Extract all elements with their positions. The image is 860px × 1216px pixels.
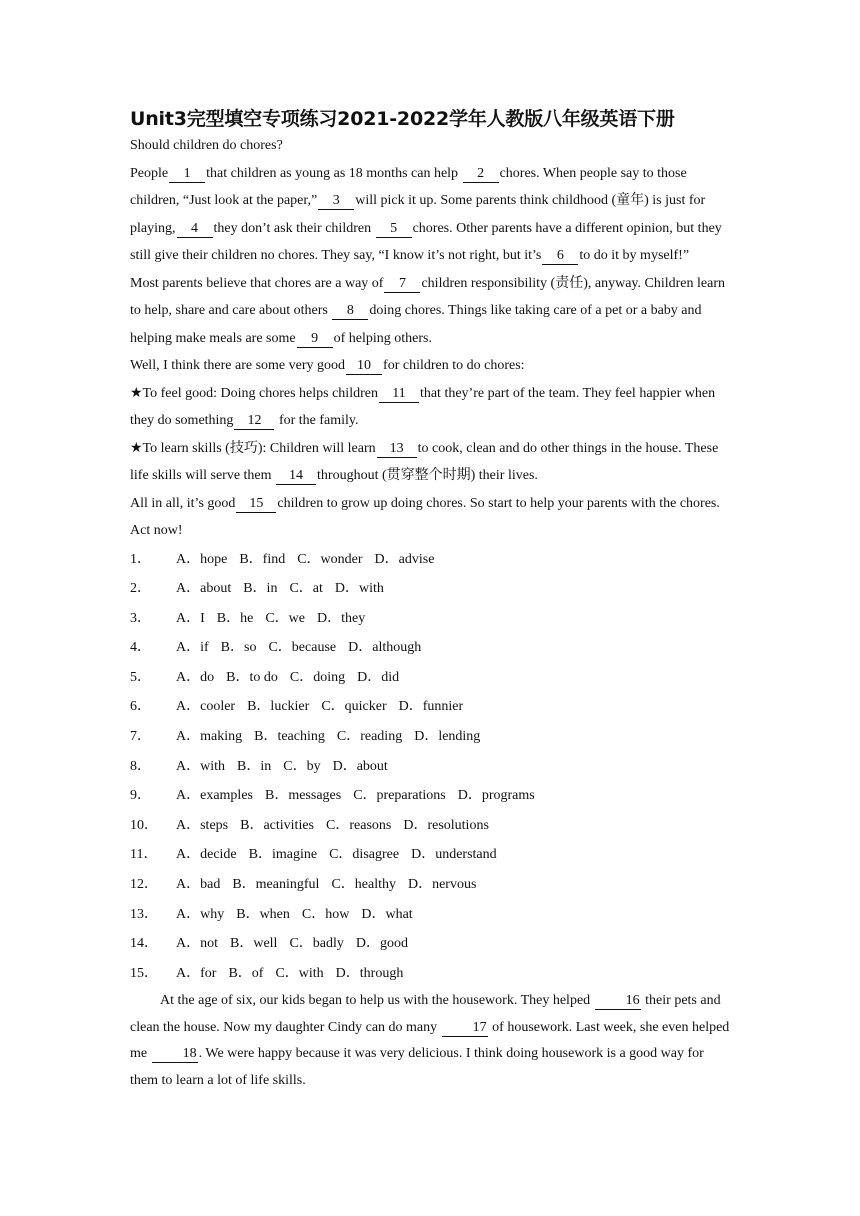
- question-row: [130, 959, 730, 989]
- blank-6[interactable]: 6: [542, 247, 578, 265]
- option-d[interactable]: D．understand: [411, 847, 497, 863]
- option-c[interactable]: C．quicker: [321, 699, 387, 715]
- option-b[interactable]: B．imagine: [248, 847, 318, 863]
- question-row: [130, 752, 730, 782]
- option-b[interactable]: B．in: [237, 758, 272, 774]
- option-c[interactable]: C．with: [275, 965, 324, 981]
- blank-4[interactable]: 4: [177, 220, 213, 238]
- option-a[interactable]: A．do: [176, 669, 215, 685]
- option-c[interactable]: C．at: [289, 581, 323, 597]
- option-a[interactable]: A．making: [176, 729, 243, 745]
- option-a[interactable]: A．why: [176, 906, 225, 922]
- option-b[interactable]: B．of: [228, 965, 264, 981]
- option-d[interactable]: D．with: [334, 581, 384, 597]
- option-c[interactable]: C．disagree: [329, 847, 400, 863]
- page-title: Unit3完型填空专项练习2021-2022学年人教版八年级英语下册: [130, 108, 675, 130]
- question-number: 3．: [130, 610, 151, 626]
- blank-7[interactable]: 7: [384, 275, 420, 293]
- question-number: 2．: [130, 581, 151, 597]
- blank-11[interactable]: 11: [379, 385, 419, 403]
- passage-2-paragraph: At the age of six, our kids began to help us with the housework. They helped 16 their pets and clean the house. Now my daughter Cindy can do many 17 of housework. Last week, she even helped me 18 . We were happy because it was very delicious. I think doing housework is a good way for them to learn a lot of life skills.: [130, 993, 730, 1088]
- option-a[interactable]: A．bad: [176, 877, 221, 893]
- option-d[interactable]: D．advise: [374, 551, 435, 567]
- option-d[interactable]: D．programs: [457, 788, 535, 804]
- question-row: [130, 604, 730, 634]
- option-a[interactable]: A．cooler: [176, 699, 236, 715]
- passage-paragraph-2: Most parents believe that chores are a way of 7 children responsibility (责任), anyway. Children learn to help, share and care about others 8 doing chores. Things like taking care of a pet or a baby and helping make meals are some 9 of helping others.: [130, 275, 725, 346]
- blank-1[interactable]: 1: [169, 165, 205, 183]
- question-number: 10．: [130, 817, 158, 833]
- option-a[interactable]: A．steps: [176, 817, 229, 833]
- option-a[interactable]: A．for: [176, 965, 217, 981]
- blank-13[interactable]: 13: [377, 440, 417, 458]
- passage-paragraph-4: ★To feel good: Doing chores helps children 11 that they’re part of the team. They feel happier when they do something 12 for the family.: [130, 385, 716, 428]
- option-d[interactable]: D．nervous: [407, 877, 477, 893]
- question-number: 13．: [130, 906, 158, 922]
- option-c[interactable]: C．reading: [336, 729, 403, 745]
- option-b[interactable]: B．he: [216, 610, 254, 626]
- option-a[interactable]: A．if: [176, 640, 209, 656]
- blank-15[interactable]: 15: [236, 495, 276, 513]
- blank-12[interactable]: 12: [234, 412, 274, 430]
- option-b[interactable]: B．find: [239, 551, 286, 567]
- question-row: [130, 574, 730, 604]
- option-c[interactable]: C．badly: [289, 936, 344, 952]
- blank-17[interactable]: 17: [442, 1019, 488, 1037]
- question-number: 8．: [130, 758, 151, 774]
- option-d[interactable]: D．what: [361, 906, 413, 922]
- option-b[interactable]: B．in: [243, 581, 278, 597]
- option-b[interactable]: B．well: [230, 936, 278, 952]
- question-number: 11．: [130, 847, 158, 863]
- question-row: [130, 722, 730, 752]
- question-row: [130, 663, 730, 693]
- option-d[interactable]: D．funnier: [398, 699, 464, 715]
- question-number: 9．: [130, 788, 151, 804]
- question-row: [130, 870, 730, 900]
- option-a[interactable]: A．with: [176, 758, 225, 774]
- option-d[interactable]: D．about: [332, 758, 388, 774]
- blank-14[interactable]: 14: [276, 467, 316, 485]
- question-number: 14．: [130, 936, 158, 952]
- option-d[interactable]: D．did: [357, 669, 400, 685]
- passage-heading: Should children do chores?: [130, 138, 283, 153]
- option-c[interactable]: C．how: [301, 906, 350, 922]
- option-a[interactable]: A．not: [176, 936, 218, 952]
- option-d[interactable]: D．good: [355, 936, 409, 952]
- document-page: [130, 106, 730, 1094]
- blank-18[interactable]: 18: [152, 1045, 198, 1063]
- option-c[interactable]: C．wonder: [297, 551, 363, 567]
- passage-paragraph-3: Well, I think there are some very good 10 for children to do chores:: [130, 358, 525, 373]
- question-row: [130, 633, 730, 663]
- question-row: [130, 781, 730, 811]
- passage-paragraph-1: People 1 that children as young as 18 months can help 2 chores. When people say to those children, “Just look at the paper,” 3 will pick it up. Some parents think childhood (童年) is just for playing, 4 they don’t ask their children 5 chores. Other parents have a different opinion, but they still give their children no chores. They say, “I know it’s not right, but it’s 6 to do it by myself!”: [130, 165, 722, 263]
- option-a[interactable]: A．decide: [176, 847, 237, 863]
- question-number: 4．: [130, 640, 151, 656]
- option-d[interactable]: D．although: [348, 640, 422, 656]
- option-b[interactable]: B．to do: [226, 669, 278, 685]
- option-a[interactable]: A．hope: [176, 551, 228, 567]
- question-number: 12．: [130, 877, 158, 893]
- option-d[interactable]: D．through: [335, 965, 404, 981]
- blank-9[interactable]: 9: [297, 330, 333, 348]
- blank-16[interactable]: 16: [595, 992, 641, 1010]
- option-c[interactable]: C．healthy: [331, 877, 396, 893]
- option-b[interactable]: B．so: [220, 640, 257, 656]
- question-row: [130, 811, 730, 841]
- option-a[interactable]: A．I: [176, 610, 205, 626]
- question-row: [130, 929, 730, 959]
- option-b[interactable]: B．meaningful: [232, 877, 320, 893]
- option-c[interactable]: C．by: [283, 758, 321, 774]
- option-d[interactable]: D．resolutions: [403, 817, 489, 833]
- blank-5[interactable]: 5: [376, 220, 412, 238]
- option-a[interactable]: A．examples: [176, 788, 253, 804]
- option-b[interactable]: B．when: [236, 906, 290, 922]
- blank-3[interactable]: 3: [318, 192, 354, 210]
- question-number: 6．: [130, 699, 151, 715]
- question-number: 15．: [130, 965, 158, 981]
- option-c[interactable]: C．reasons: [326, 817, 392, 833]
- option-c[interactable]: C．because: [268, 640, 337, 656]
- question-number: 1．: [130, 551, 151, 567]
- question-list: [130, 545, 730, 989]
- blank-2[interactable]: 2: [463, 165, 499, 183]
- question-number: 7．: [130, 729, 151, 745]
- question-row: [130, 840, 730, 870]
- question-row: [130, 545, 730, 575]
- passage-paragraph-5: ★To learn skills (技巧): Children will learn 13 to cook, clean and do other things in the house. These life skills will serve them 14 throughout (贯穿整个时期) their lives.: [130, 440, 719, 483]
- option-c[interactable]: C．preparations: [353, 788, 446, 804]
- option-b[interactable]: B．teaching: [254, 729, 325, 745]
- question-number: 5．: [130, 669, 151, 685]
- question-row: [130, 900, 730, 930]
- option-b[interactable]: B．messages: [264, 788, 342, 804]
- option-d[interactable]: D．lending: [414, 729, 481, 745]
- option-c[interactable]: C．doing: [289, 669, 346, 685]
- question-row: [130, 692, 730, 722]
- option-d[interactable]: D．they: [317, 610, 366, 626]
- blank-10[interactable]: 10: [346, 357, 382, 375]
- passage-paragraph-6: All in all, it’s good 15 children to grow up doing chores. So start to help your parents with the chores. Act now!: [130, 495, 720, 538]
- blank-8[interactable]: 8: [332, 302, 368, 320]
- option-b[interactable]: B．activities: [240, 817, 315, 833]
- option-c[interactable]: C．we: [265, 610, 306, 626]
- option-b[interactable]: B．luckier: [247, 699, 310, 715]
- option-a[interactable]: A．about: [176, 581, 232, 597]
